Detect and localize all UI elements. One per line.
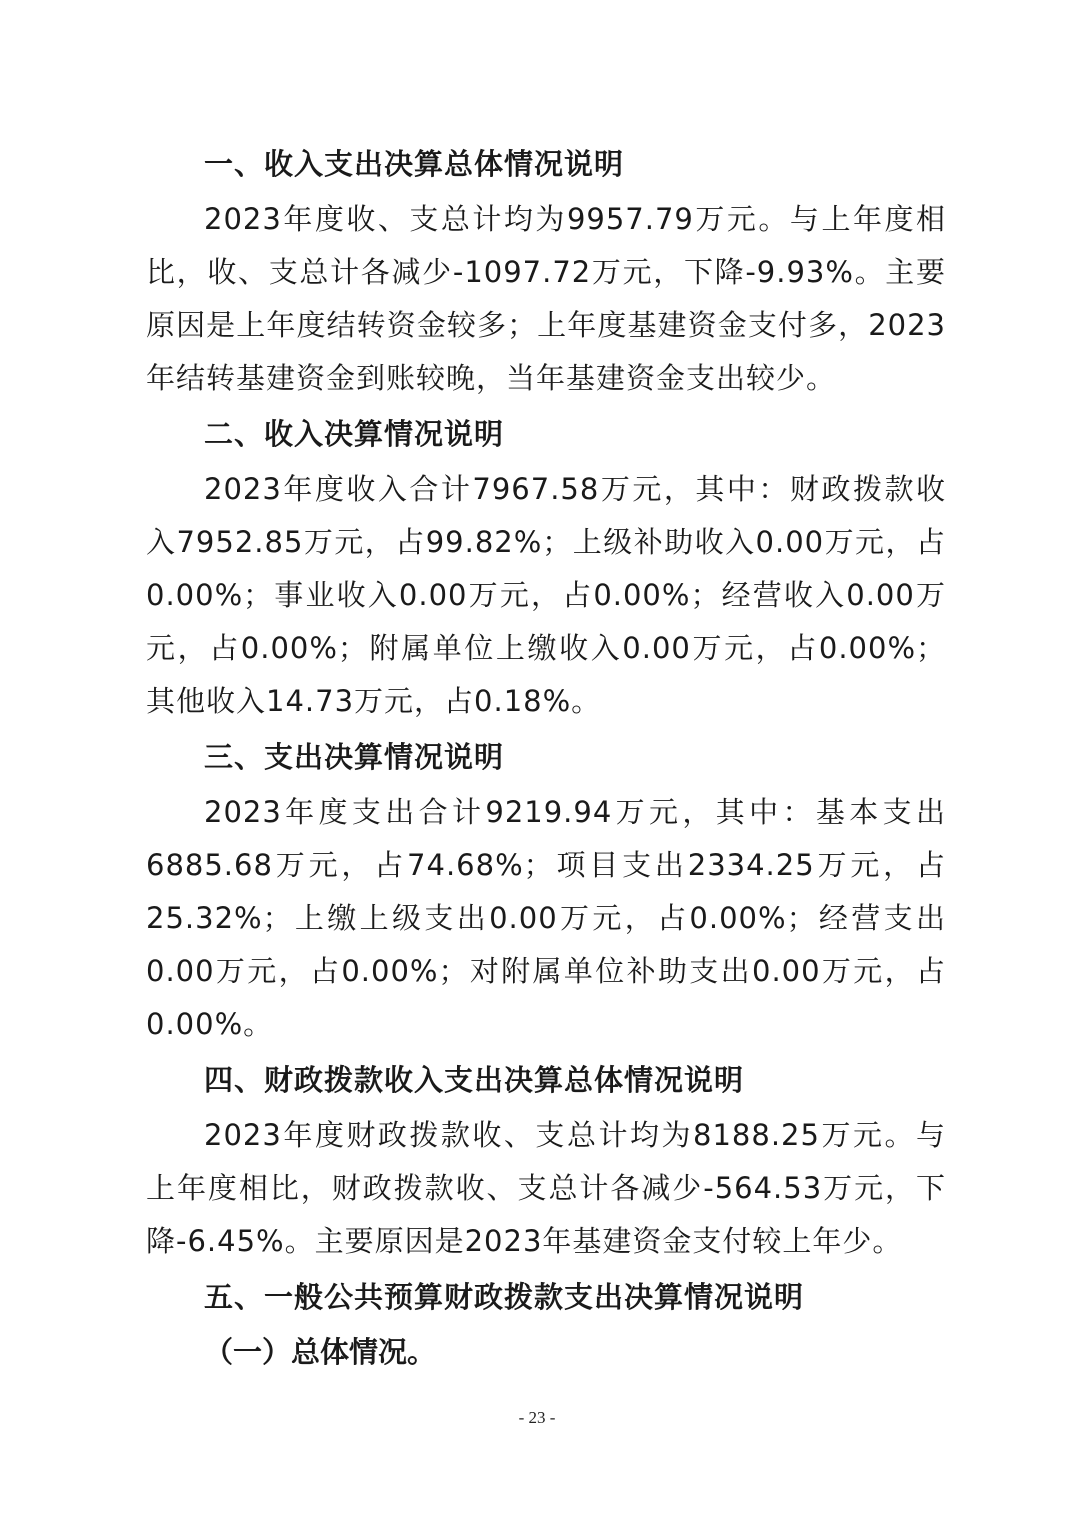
section-body-4: 2023年度财政拨款收、支总计均为8188.25万元。与上年度相比，财政拨款收、支总计各减少-564.53万元，下降-6.45%。主要原因是2023年基建资金支付较上年少。: [146, 1118, 946, 1258]
section-heading-2: 二、收入决算情况说明: [204, 417, 505, 451]
page-number: - 23 -: [518, 1408, 556, 1427]
document-body: [146, 138, 946, 1378]
section-heading-5: 五、一般公共预算财政拨款支出决算情况说明: [204, 1280, 805, 1314]
section-heading-4: 四、财政拨款收入支出决算总体情况说明: [204, 1063, 745, 1097]
sub-heading-overall: （一）总体情况。: [204, 1335, 437, 1369]
section-heading-1: 一、收入支出决算总体情况说明: [204, 147, 625, 181]
section-heading-3: 三、支出决算情况说明: [204, 740, 505, 774]
section-body-3: 2023年度支出合计9219.94万元，其中：基本支出6885.68万元，占74.68%；项目支出2334.25万元，占25.32%；上缴上级支出0.00万元，占0.00%；经营支出0.00万元，占0.00%；对附属单位补助支出0.00万元，占0.00%。: [146, 795, 946, 1041]
section-body-2: 2023年度收入合计7967.58万元，其中：财政拨款收入7952.85万元，占99.82%；上级补助收入0.00万元，占0.00%；事业收入0.00万元，占0.00%；经营收入0.00万元，占0.00%；附属单位上缴收入0.00万元，占0.00%；其他收入14.73万元，占0.18%。: [146, 472, 946, 718]
section-body-1: 2023年度收、支总计均为9957.79万元。与上年度相比，收、支总计各减少-1097.72万元，下降-9.93%。主要原因是上年度结转资金较多；上年度基建资金支付多，2023年结转基建资金到账较晚，当年基建资金支出较少。: [146, 202, 946, 395]
